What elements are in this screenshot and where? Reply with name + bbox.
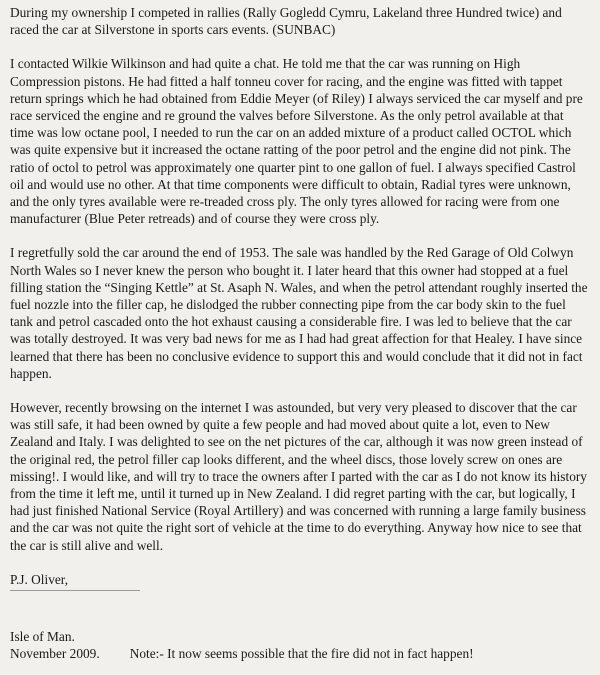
paragraph-sale-and-fire: I regretfully sold the car around the end of 1953. The sale was handled by the Red Garage of Old Colwyn North Wales so I never knew the person who bought it. I later heard that this owner had stopped at a fuel filling station the “Singing Kettle” at St. Asaph N. Wales, and when the petrol attendant roughly inserted the fuel nozzle into the filler cap, he dislodged the rubber connecting pipe from the car body skin to the fuel tank and petrol cascaded onto the hot exhaust causing a considerable fire. I was led to believe that the car was totally destroyed. It was very bad news for me as I had had great affection for that Healey. I have since learned that there has been no conclusive evidence to support this and would conclude that it did not in fact happen. bbox=[10, 245, 588, 381]
signature-line bbox=[10, 590, 140, 591]
signature-name: P.J. Oliver, bbox=[10, 571, 69, 587]
location: Isle of Man. bbox=[10, 629, 75, 645]
date: November 2009. bbox=[10, 646, 100, 662]
paragraph-internet-discovery: However, recently browsing on the internet I was astounded, but very very pleased to discover that the car was still safe, it had been owned by quite a few people and had moved about quite a lot, even to New Zealand and Italy. I was delighted to see on the net pictures of the car, although it was now green instead of the original red, the petrol filler cap looks different, and the wheel discs, those lovely screw on ones are missing!. I would like, and will try to trace the owners after I parted with the car as I do not know its history from the time it left me, until it turned up in New Zealand. I did regret parting with the car, but logically, I had just finished National Service (Royal Artillery) and was concerned with running a large family business and the car was not quite the right sort of vehicle at the time to do everything. Anyway how nice to see that the car is still alive and well. bbox=[10, 400, 587, 553]
signature-block bbox=[10, 571, 590, 588]
footer-row bbox=[10, 645, 590, 662]
closing-note: Note:- It now seems possible that the fire did not in fact happen! bbox=[129, 646, 474, 662]
paragraph-wilkinson: I contacted Wilkie Wilkinson and had quite a chat. He told me that the car was running on High Compression pistons. He had fitted a half tonneu cover for racing, and the engine was fitted with tappet return springs which he had obtained from Eddie Meyer (of Riley) I always serviced the car myself and pre race serviced the engine and re ground the valves before Silverstone. As the only petrol available at that time was low octane pool, I needed to run the car on an added mixture of a product called OCTOL which was quite expensive but it increased the octane ratting of the poor petrol and the engine did not pink. The ratio of octol to petrol was approximately one quarter pint to one gallon of fuel. I always specified Castrol oil and would use no other. At that time components were difficult to obtain, Radial tyres were unknown, and the only tyres available were re-treaded cross ply. The only tyres allowed for racing were from one manufacturer (Blue Peter retreads) and of course they were cross ply. bbox=[10, 56, 583, 227]
paragraph-rallies: During my ownership I competed in rallies (Rally Gogledd Cymru, Lakeland three Hundred twice) and raced the car at Silverstone in sports cars events. (SUNBAC) bbox=[10, 5, 562, 38]
